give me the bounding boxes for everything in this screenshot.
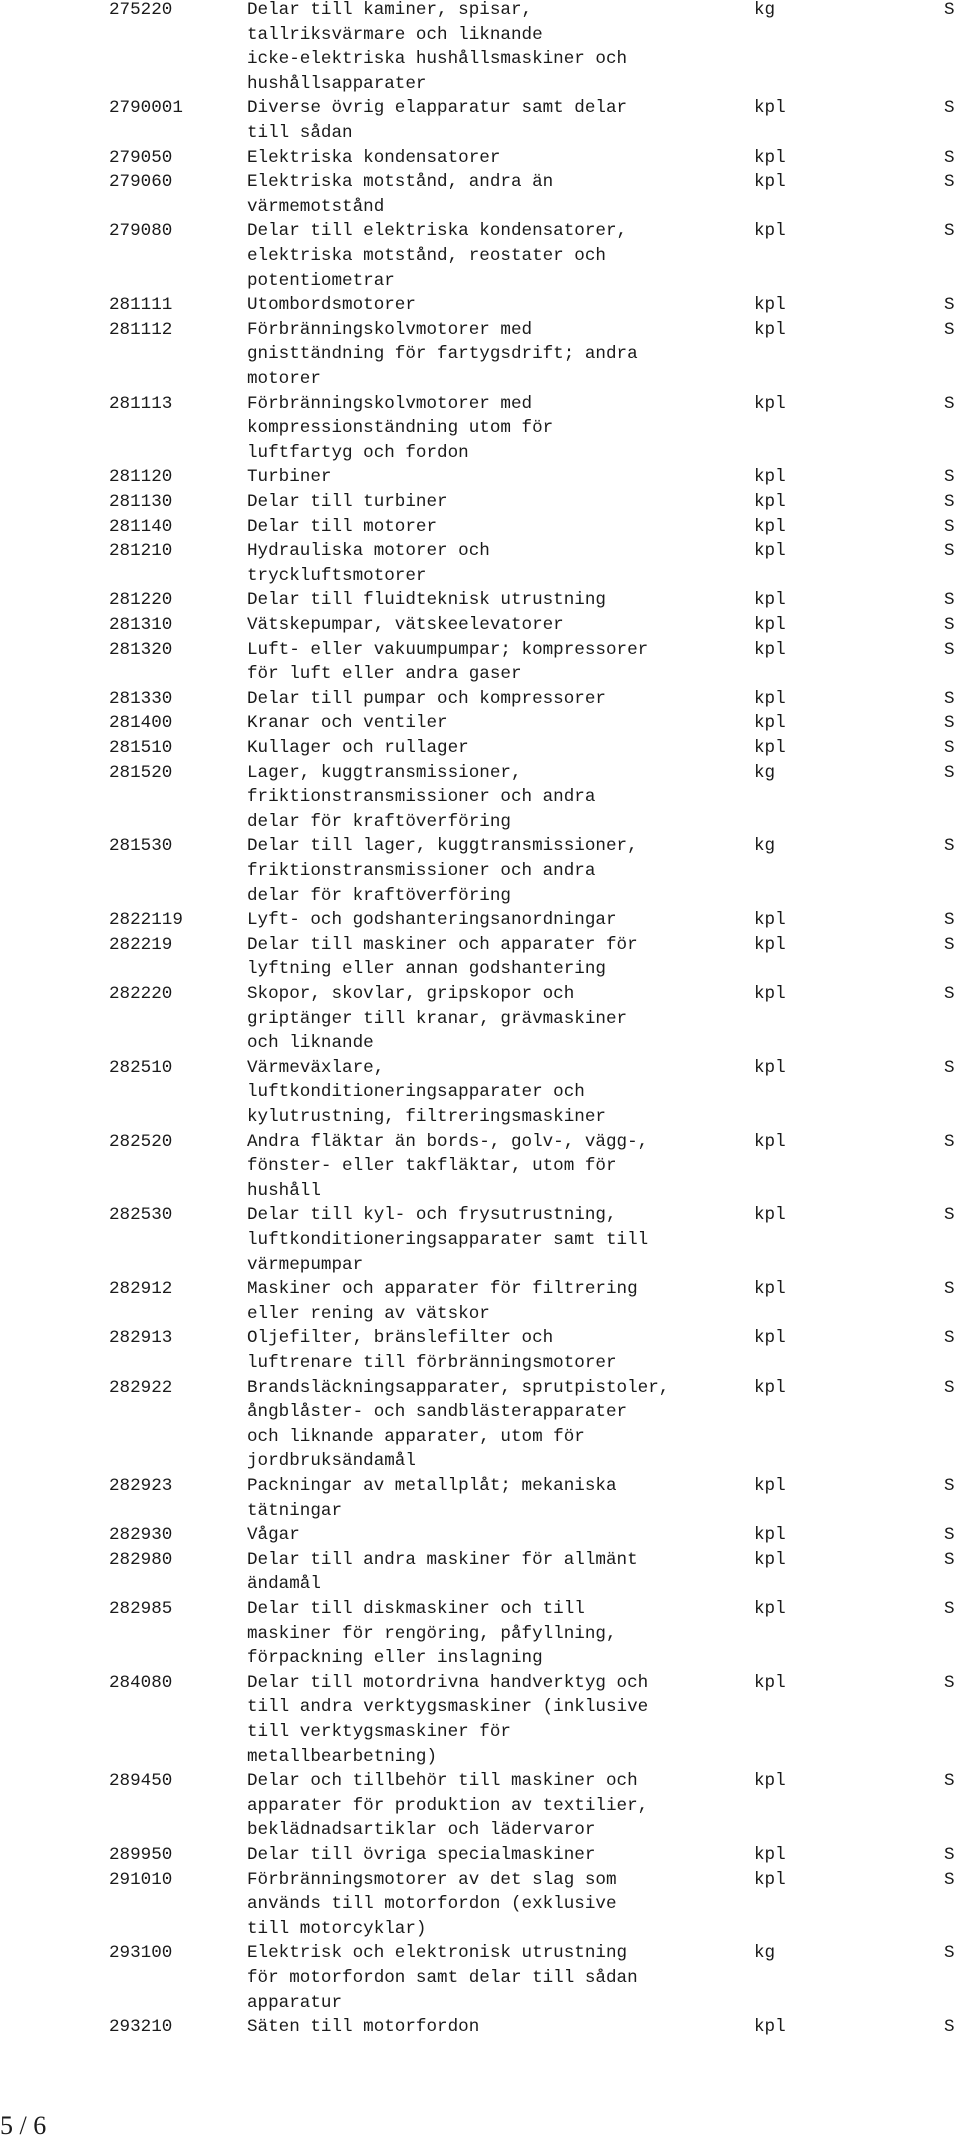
description-line: ändamål bbox=[247, 1574, 321, 1595]
item-unit: kpl bbox=[754, 1205, 786, 1226]
description-line: luftfartyg och fordon bbox=[247, 442, 469, 463]
description-line: Delar och tillbehör till maskiner och bbox=[247, 1771, 638, 1792]
item-description bbox=[247, 1523, 300, 1548]
item-flag: S bbox=[944, 1525, 955, 1546]
item-flag: S bbox=[944, 836, 955, 857]
item-flag: S bbox=[944, 639, 955, 660]
description-line: Hydrauliska motorer och bbox=[247, 541, 490, 562]
item-code: 289450 bbox=[109, 1771, 173, 1792]
table-row bbox=[0, 0, 960, 96]
item-description bbox=[247, 1941, 638, 2015]
description-line: Utombordsmotorer bbox=[247, 295, 416, 316]
description-line: kompressionständning utom för bbox=[247, 418, 554, 439]
item-code: 281220 bbox=[109, 590, 173, 611]
item-description bbox=[247, 515, 437, 540]
description-line: till andra verktygsmaskiner (inklusive bbox=[247, 1697, 649, 1718]
item-unit: kpl bbox=[754, 2017, 786, 2038]
item-code: 281510 bbox=[109, 738, 173, 758]
item-unit: kpl bbox=[754, 393, 786, 414]
item-unit: kpl bbox=[754, 1869, 786, 1890]
item-flag: S bbox=[944, 1943, 955, 1964]
description-line: för motorfordon samt delar till sådan bbox=[247, 1967, 638, 1988]
description-line: Delar till turbiner bbox=[247, 492, 448, 512]
description-line: Brandsläckningsapparater, sprutpistoler, bbox=[247, 1377, 670, 1398]
item-description bbox=[247, 1203, 648, 1277]
table-row bbox=[0, 1326, 960, 1375]
item-flag: S bbox=[944, 1057, 955, 1078]
table-row bbox=[0, 1130, 960, 1204]
item-flag: S bbox=[944, 1131, 955, 1152]
item-flag: S bbox=[944, 1869, 955, 1890]
item-description bbox=[247, 1868, 617, 1942]
table-row bbox=[0, 613, 960, 638]
table-row bbox=[0, 293, 960, 318]
item-code: 282912 bbox=[109, 1279, 173, 1300]
item-code: 282520 bbox=[109, 1131, 173, 1152]
item-description bbox=[247, 539, 490, 588]
item-description bbox=[247, 588, 606, 613]
table-row bbox=[0, 1597, 960, 1671]
item-description bbox=[247, 1671, 648, 1769]
table-row bbox=[0, 318, 960, 392]
item-description bbox=[247, 982, 627, 1056]
item-flag: S bbox=[944, 1672, 955, 1693]
item-flag: S bbox=[944, 1205, 955, 1226]
item-flag: S bbox=[944, 221, 955, 242]
description-line: delar för kraftöverföring bbox=[247, 885, 511, 906]
item-unit: kpl bbox=[754, 1845, 786, 1865]
description-line: apparatur bbox=[247, 1992, 343, 2013]
item-flag: S bbox=[944, 1599, 955, 1619]
description-line: värmemotstånd bbox=[247, 196, 385, 217]
item-code: 282985 bbox=[109, 1599, 173, 1619]
item-flag: S bbox=[944, 393, 955, 414]
table-row bbox=[0, 982, 960, 1056]
description-line: luftkonditioneringsapparater och bbox=[247, 1082, 585, 1103]
item-description bbox=[247, 219, 627, 293]
description-line: metallbearbetning) bbox=[247, 1746, 438, 1767]
item-description bbox=[247, 1326, 617, 1375]
description-line: eller rening av vätskor bbox=[247, 1303, 490, 1324]
description-line: icke-elektriska hushållsmaskiner och bbox=[247, 49, 628, 70]
description-line: till sådan bbox=[247, 122, 353, 143]
item-flag: S bbox=[944, 934, 955, 955]
description-line: ångblåster- och sandblästerapparater bbox=[247, 1402, 628, 1423]
item-code: 281120 bbox=[109, 467, 173, 488]
item-flag: S bbox=[944, 98, 955, 119]
description-line: värmepumpar bbox=[247, 1254, 364, 1275]
item-unit: kpl bbox=[754, 1549, 786, 1570]
item-description bbox=[247, 1474, 617, 1523]
description-line: Elektriska motstånd, andra än bbox=[247, 172, 554, 193]
item-flag: S bbox=[944, 2017, 955, 2038]
item-code: 281330 bbox=[109, 688, 173, 709]
description-line: gnisttändning för fartygsdrift; andra bbox=[247, 344, 638, 365]
item-unit: kpl bbox=[754, 1599, 786, 1619]
table-row bbox=[0, 834, 960, 908]
description-line: Lager, kuggtransmissioner, bbox=[247, 762, 522, 783]
item-flag: S bbox=[944, 762, 955, 783]
description-line: Vätskepumpar, vätskeelevatorer bbox=[247, 615, 564, 635]
item-flag: S bbox=[944, 516, 955, 537]
item-flag: S bbox=[944, 1328, 955, 1349]
item-code: 282510 bbox=[109, 1057, 173, 1078]
item-description bbox=[247, 638, 648, 687]
description-line: tallriksvärmare och liknande bbox=[247, 24, 543, 45]
item-code: 282219 bbox=[109, 934, 173, 955]
description-line: för luft eller andra gaser bbox=[247, 664, 522, 685]
description-line: hushållsapparater bbox=[247, 73, 427, 94]
table-row bbox=[0, 465, 960, 490]
item-code: 289950 bbox=[109, 1845, 173, 1865]
table-row bbox=[0, 638, 960, 687]
item-unit: kg bbox=[754, 836, 776, 857]
item-unit: kpl bbox=[754, 934, 786, 955]
table-row bbox=[0, 170, 960, 219]
item-flag: S bbox=[944, 590, 955, 611]
item-flag: S bbox=[944, 1279, 955, 1300]
item-unit: kpl bbox=[754, 492, 786, 512]
table-row bbox=[0, 908, 960, 933]
item-unit: kg bbox=[754, 762, 776, 783]
item-flag: S bbox=[944, 738, 955, 758]
item-description bbox=[247, 318, 638, 392]
table-row bbox=[0, 761, 960, 835]
item-unit: kpl bbox=[754, 1279, 786, 1300]
table-row bbox=[0, 687, 960, 712]
item-unit: kpl bbox=[754, 1672, 786, 1693]
description-line: Kullager och rullager bbox=[247, 738, 469, 758]
item-description bbox=[247, 933, 638, 982]
item-description bbox=[247, 761, 595, 835]
item-code: 282922 bbox=[109, 1377, 173, 1398]
description-line: Vågar bbox=[247, 1525, 300, 1546]
description-line: Luft- eller vakuumpumpar; kompressorer bbox=[247, 639, 649, 660]
item-unit: kpl bbox=[754, 98, 786, 119]
item-unit: kpl bbox=[754, 541, 786, 562]
item-code: 281130 bbox=[109, 492, 173, 512]
item-flag: S bbox=[944, 688, 955, 709]
item-description bbox=[247, 170, 553, 219]
description-line: Delar till motorer bbox=[247, 516, 438, 537]
item-description bbox=[247, 687, 606, 712]
description-line: hushåll bbox=[247, 1180, 321, 1201]
item-flag: S bbox=[944, 492, 955, 512]
item-unit: kpl bbox=[754, 590, 786, 611]
item-description bbox=[247, 293, 416, 318]
item-code: 281111 bbox=[109, 295, 173, 316]
item-description bbox=[247, 1056, 606, 1130]
description-line: Delar till elektriska kondensatorer, bbox=[247, 221, 628, 242]
description-line: Förbränningskolvmotorer med bbox=[247, 319, 533, 340]
item-description bbox=[247, 834, 638, 908]
table-row bbox=[0, 1474, 960, 1523]
item-code: 279060 bbox=[109, 172, 173, 193]
item-description bbox=[247, 96, 627, 145]
item-code: 282930 bbox=[109, 1525, 173, 1546]
item-code: 279080 bbox=[109, 221, 173, 242]
item-flag: S bbox=[944, 1549, 955, 1570]
description-line: Turbiner bbox=[247, 467, 332, 488]
item-code: 281320 bbox=[109, 639, 173, 660]
page-number: 5 / 6 bbox=[0, 2111, 47, 2140]
description-line: Delar till pumpar och kompressorer bbox=[247, 688, 606, 709]
description-line: kylutrustning, filtreringsmaskiner bbox=[247, 1106, 606, 1127]
description-line: Skopor, skovlar, gripskopor och bbox=[247, 984, 575, 1004]
description-line: maskiner för rengöring, påfyllning, bbox=[247, 1623, 617, 1644]
item-description bbox=[247, 711, 448, 736]
item-unit: kpl bbox=[754, 221, 786, 242]
item-unit: kpl bbox=[754, 910, 786, 931]
description-line: Kranar och ventiler bbox=[247, 713, 448, 734]
table-row bbox=[0, 490, 960, 515]
item-flag: S bbox=[944, 541, 955, 562]
description-line: Delar till kaminer, spisar, bbox=[247, 0, 533, 20]
item-description bbox=[247, 613, 564, 638]
item-flag: S bbox=[944, 172, 955, 193]
item-code: 281530 bbox=[109, 836, 173, 857]
description-line: Packningar av metallplåt; mekaniska bbox=[247, 1476, 617, 1496]
table-row bbox=[0, 1843, 960, 1868]
description-line: förpackning eller inslagning bbox=[247, 1648, 543, 1669]
item-flag: S bbox=[944, 319, 955, 340]
item-code: 282923 bbox=[109, 1476, 173, 1496]
item-flag: S bbox=[944, 295, 955, 316]
item-description bbox=[247, 1376, 669, 1474]
item-flag: S bbox=[944, 1377, 955, 1398]
item-flag: S bbox=[944, 1476, 955, 1496]
item-flag: S bbox=[944, 615, 955, 635]
item-code: 281113 bbox=[109, 393, 173, 414]
item-description bbox=[247, 1130, 648, 1204]
item-unit: kpl bbox=[754, 738, 786, 758]
item-description bbox=[247, 2015, 479, 2040]
item-code: 2822119 bbox=[109, 910, 183, 931]
item-unit: kpl bbox=[754, 467, 786, 488]
item-description bbox=[247, 736, 469, 761]
item-description bbox=[247, 146, 500, 171]
description-line: Delar till maskiner och apparater för bbox=[247, 934, 638, 955]
description-line: till motorcyklar) bbox=[247, 1918, 427, 1939]
description-line: friktionstransmissioner och andra bbox=[247, 860, 596, 881]
item-unit: kpl bbox=[754, 172, 786, 193]
table-row bbox=[0, 1203, 960, 1277]
table-row bbox=[0, 1056, 960, 1130]
description-line: elektriska motstånd, reostater och bbox=[247, 245, 606, 266]
item-unit: kpl bbox=[754, 516, 786, 537]
item-description bbox=[247, 1769, 648, 1843]
table-row bbox=[0, 146, 960, 171]
item-description bbox=[247, 392, 553, 466]
item-description bbox=[247, 1597, 617, 1671]
item-code: 282980 bbox=[109, 1549, 173, 1570]
item-code: 281520 bbox=[109, 762, 173, 783]
item-unit: kpl bbox=[754, 1525, 786, 1546]
description-line: motorer bbox=[247, 368, 321, 389]
description-line: Delar till kyl- och frysutrustning, bbox=[247, 1205, 617, 1226]
item-code: 282220 bbox=[109, 984, 173, 1004]
item-unit: kpl bbox=[754, 1057, 786, 1078]
description-line: Maskiner och apparater för filtrering bbox=[247, 1279, 638, 1300]
table-row bbox=[0, 1868, 960, 1942]
description-line: Delar till motordrivna handverktyg och bbox=[247, 1672, 649, 1693]
table-row bbox=[0, 539, 960, 588]
item-flag: S bbox=[944, 0, 955, 20]
description-line: luftrenare till förbränningsmotorer bbox=[247, 1352, 617, 1373]
table-row bbox=[0, 736, 960, 761]
item-code: 282530 bbox=[109, 1205, 173, 1226]
description-line: Delar till diskmaskiner och till bbox=[247, 1599, 585, 1619]
item-code: 281140 bbox=[109, 516, 173, 537]
item-code: 281112 bbox=[109, 319, 173, 340]
description-line: Oljefilter, bränslefilter och bbox=[247, 1328, 554, 1349]
description-line: luftkonditioneringsapparater samt till bbox=[247, 1229, 649, 1250]
item-unit: kpl bbox=[754, 1771, 786, 1792]
item-unit: kpl bbox=[754, 984, 786, 1004]
item-unit: kpl bbox=[754, 639, 786, 660]
item-code: 281210 bbox=[109, 541, 173, 562]
table-row bbox=[0, 933, 960, 982]
item-unit: kpl bbox=[754, 295, 786, 316]
item-description bbox=[247, 1843, 595, 1868]
table-row bbox=[0, 219, 960, 293]
description-line: till verktygsmaskiner för bbox=[247, 1721, 511, 1742]
item-unit: kpl bbox=[754, 1476, 786, 1496]
description-line: Delar till lager, kuggtransmissioner, bbox=[247, 836, 638, 857]
description-line: Delar till fluidteknisk utrustning bbox=[247, 590, 606, 611]
table-row bbox=[0, 1376, 960, 1474]
item-description bbox=[247, 0, 627, 96]
description-line: Elektrisk och elektronisk utrustning bbox=[247, 1943, 628, 1964]
table-row bbox=[0, 711, 960, 736]
item-unit: kpl bbox=[754, 319, 786, 340]
item-code: 293100 bbox=[109, 1943, 173, 1964]
description-line: används till motorfordon (exklusive bbox=[247, 1894, 617, 1915]
description-line: Förbränningskolvmotorer med bbox=[247, 393, 533, 414]
table-row bbox=[0, 392, 960, 466]
item-flag: S bbox=[944, 984, 955, 1004]
table-row bbox=[0, 1769, 960, 1843]
table-row bbox=[0, 96, 960, 145]
item-code: 282913 bbox=[109, 1328, 173, 1349]
item-unit: kg bbox=[754, 0, 776, 20]
item-description bbox=[247, 465, 331, 490]
description-line: Elektriska kondensatorer bbox=[247, 147, 501, 168]
description-line: tryckluftsmotorer bbox=[247, 565, 427, 586]
item-code: 291010 bbox=[109, 1869, 173, 1890]
description-line: Diverse övrig elapparatur samt delar bbox=[247, 98, 628, 119]
description-line: och liknande apparater, utom för bbox=[247, 1426, 585, 1447]
item-code: 275220 bbox=[109, 0, 173, 20]
item-description bbox=[247, 1277, 638, 1326]
item-code: 281310 bbox=[109, 615, 173, 635]
description-line: delar för kraftöverföring bbox=[247, 811, 511, 832]
item-unit: kpl bbox=[754, 147, 786, 168]
table-row bbox=[0, 588, 960, 613]
description-line: jordbruksändamål bbox=[247, 1451, 416, 1472]
item-description bbox=[247, 490, 448, 515]
item-flag: S bbox=[944, 1845, 955, 1865]
table-row bbox=[0, 1277, 960, 1326]
table-row bbox=[0, 515, 960, 540]
table-row bbox=[0, 1671, 960, 1769]
description-line: Säten till motorfordon bbox=[247, 2017, 480, 2038]
item-unit: kg bbox=[754, 1943, 776, 1964]
item-flag: S bbox=[944, 147, 955, 168]
description-line: Förbränningsmotorer av det slag som bbox=[247, 1869, 617, 1890]
description-line: fönster- eller takfläktar, utom för bbox=[247, 1156, 617, 1177]
item-unit: kpl bbox=[754, 1328, 786, 1349]
item-unit: kpl bbox=[754, 713, 786, 734]
item-description bbox=[247, 1548, 638, 1597]
description-line: griptänger till kranar, grävmaskiner bbox=[247, 1008, 628, 1029]
description-line: friktionstransmissioner och andra bbox=[247, 787, 596, 808]
description-line: beklädnadsartiklar och lädervaror bbox=[247, 1820, 596, 1841]
item-code: 284080 bbox=[109, 1672, 173, 1693]
item-flag: S bbox=[944, 910, 955, 931]
description-line: Delar till övriga specialmaskiner bbox=[247, 1845, 596, 1865]
description-line: Värmeväxlare, bbox=[247, 1057, 385, 1078]
table-row bbox=[0, 1548, 960, 1597]
description-line: apparater för produktion av textilier, bbox=[247, 1795, 649, 1816]
item-description bbox=[247, 908, 617, 933]
item-flag: S bbox=[944, 1771, 955, 1792]
item-code: 279050 bbox=[109, 147, 173, 168]
description-line: tätningar bbox=[247, 1500, 343, 1521]
table-row bbox=[0, 1523, 960, 1548]
item-flag: S bbox=[944, 713, 955, 734]
item-unit: kpl bbox=[754, 615, 786, 635]
description-line: Andra fläktar än bords-, golv-, vägg-, bbox=[247, 1131, 649, 1152]
item-code: 2790001 bbox=[109, 98, 183, 119]
item-unit: kpl bbox=[754, 688, 786, 709]
item-code: 293210 bbox=[109, 2017, 173, 2038]
item-flag: S bbox=[944, 467, 955, 488]
item-code: 281400 bbox=[109, 713, 173, 734]
description-line: och liknande bbox=[247, 1033, 374, 1054]
item-unit: kpl bbox=[754, 1377, 786, 1398]
description-line: Lyft- och godshanteringsanordningar bbox=[247, 910, 617, 931]
table-row bbox=[0, 2015, 960, 2040]
description-line: Delar till andra maskiner för allmänt bbox=[247, 1549, 638, 1570]
item-unit: kpl bbox=[754, 1131, 786, 1152]
description-line: lyftning eller annan godshantering bbox=[247, 959, 606, 980]
description-line: potentiometrar bbox=[247, 270, 395, 291]
table-row bbox=[0, 1941, 960, 2015]
